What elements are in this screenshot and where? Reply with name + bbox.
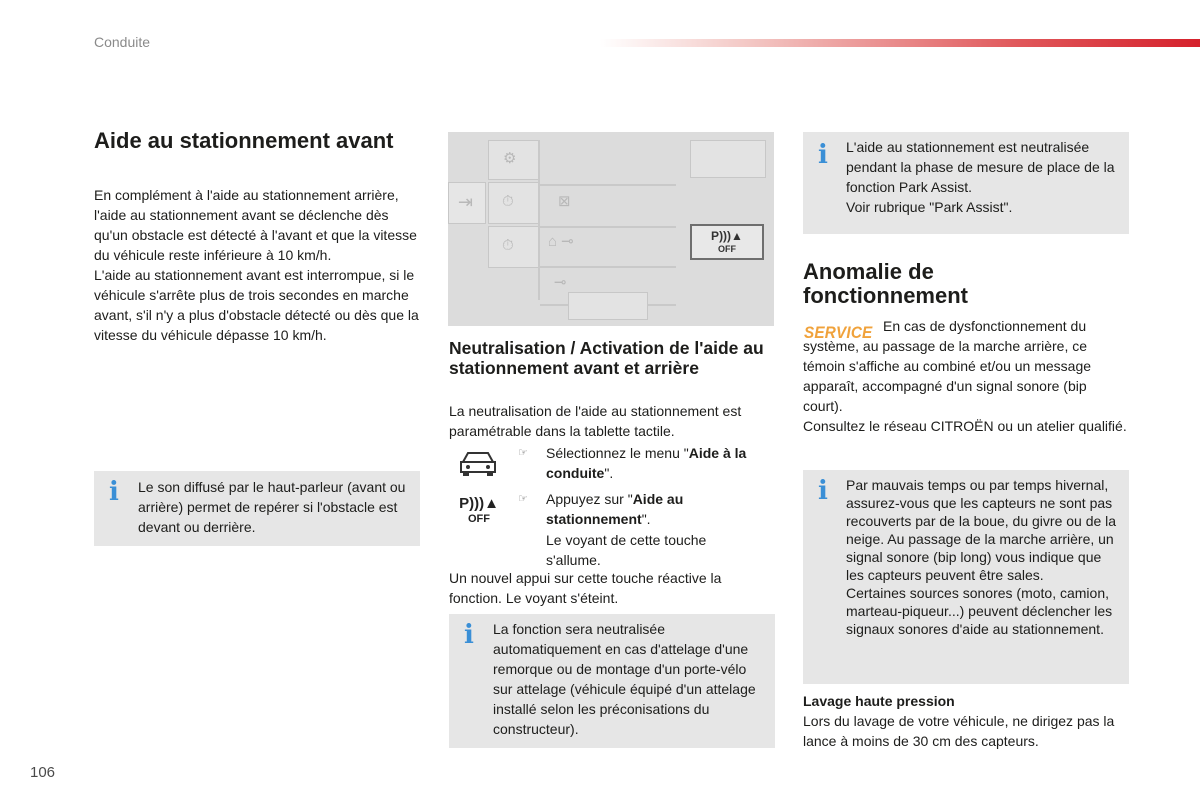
divider [538, 140, 540, 300]
reactivation-text: Un nouvel appui sur cette touche réactive la fonction. Le voyant s'éteint. [449, 570, 722, 606]
settings-icon: ⚙ [503, 150, 517, 167]
park-assist-off-icon: P)))▲ OFF [459, 495, 499, 525]
service-warning-icon: SERVICE [804, 323, 873, 342]
screen-menu-tile [488, 226, 540, 268]
section-title: Conduite [94, 34, 151, 50]
info-icon: i [464, 620, 474, 650]
screen-side-tab [448, 182, 486, 224]
screen-menu-tile [488, 182, 540, 224]
heading-malfunction: Anomalie de fonctionnement [803, 259, 968, 308]
info-text: La fonction sera neutralisée automatiquement en cas d'attelage d'une remorque ou de montage d'un porte-vélo sur attelage (véhicule équipé d'un attelage installé selon les préconisations du constructeur). [493, 621, 756, 737]
front-parking-aid-text [94, 185, 424, 345]
screen-menu-tile [488, 140, 540, 180]
heading-deactivation: Neutralisation / Activation de l'aide au stationnement avant et arrière [449, 338, 764, 378]
info-text: Le son diffusé par le haut-parleur (avant ou arrière) permet de repérer si l'obstacle est devant ou derrière. [138, 479, 406, 535]
info-icon: i [818, 476, 828, 506]
car-icon: ⊸ [554, 274, 567, 291]
info-icon: i [109, 477, 119, 507]
car-distance-icon: ⌂ ⊸ [548, 233, 574, 250]
off-label: OFF [718, 244, 736, 254]
info-box-towing [449, 614, 775, 748]
deactivation-intro: La neutralisation de l'aide au stationnement est paramétrable dans la tablette tactile. [449, 403, 742, 439]
step-note: Le voyant de cette touche s'allume. [546, 532, 707, 568]
exit-icon: ⇥ [458, 192, 474, 212]
timer-1-icon: ⏱ [502, 193, 514, 210]
info-icon: i [818, 140, 828, 170]
timer-2-icon: ⏱ [502, 237, 514, 254]
info-text: L'aide au stationnement est neutralisée pendant la phase de mesure de place de la fonction Park Assist. Voir rubrique "Park Assist". [846, 139, 1115, 215]
touchscreen-illustration [448, 132, 774, 326]
screen-bottom-tab [568, 292, 648, 320]
page-number: 106 [30, 764, 56, 781]
divider [540, 226, 676, 228]
info-box-weather [803, 470, 1129, 684]
paragraph: L'aide au stationnement avant est interrompue, si le véhicule s'arrête plus de trois secondes en marche avant, s'il n'y a plus d'obstacle détecté ou dès que la vitesse du véhicule dépasse 10 km/h. [94, 267, 419, 343]
paragraph: En complément à l'aide au stationnement arrière, l'aide au stationnement avant se déclenche dès qu'un obstacle est détecté à l'avant et que la vitesse du véhicule reste inférieure à 10 km/h. [94, 187, 417, 263]
arrow-bullet-icon: ☞ [518, 493, 528, 505]
heading-high-pressure-wash: Lavage haute pression [803, 693, 955, 709]
header-accent-bar [600, 39, 1200, 47]
heading-front-parking-aid: Aide au stationnement avant [94, 128, 394, 153]
arrow-bullet-icon: ☞ [518, 447, 528, 459]
malfunction-advice: Consultez le réseau CITROËN ou un atelier qualifié. [803, 418, 1127, 434]
divider [540, 184, 676, 186]
malfunction-text: En cas de dysfonctionnement du système, au passage de la marche arrière, ce témoin s'affiche au combiné et/ou un message apparaît, accompagné d'un signal sonore (bip court). [803, 318, 1092, 414]
car-icon [457, 448, 499, 478]
camera-icon: ⊠ [558, 193, 571, 210]
park-assist-off-button [690, 224, 764, 260]
divider [540, 266, 676, 268]
info-box-park-assist [803, 132, 1129, 234]
high-pressure-wash-text: Lors du lavage de votre véhicule, ne dirigez pas la lance à moins de 30 cm des capteurs. [803, 713, 1115, 749]
info-text: Par mauvais temps ou par temps hivernal, assurez-vous que les capteurs ne sont pas recouverts par de la boue, du givre ou de la neige. Au passage de la marche arrière, un signal sonore (bip long) vous indique que les capteurs peuvent être sales. Certaines sources sonores (moto, camion, marteau-piqueur...) peuvent déclencher les signaux sonores d'aide au stationnement. [846, 477, 1117, 637]
park-assist-icon: P)))▲ [711, 229, 743, 243]
screen-top-right-button [690, 140, 766, 178]
info-box-speaker [94, 471, 420, 546]
